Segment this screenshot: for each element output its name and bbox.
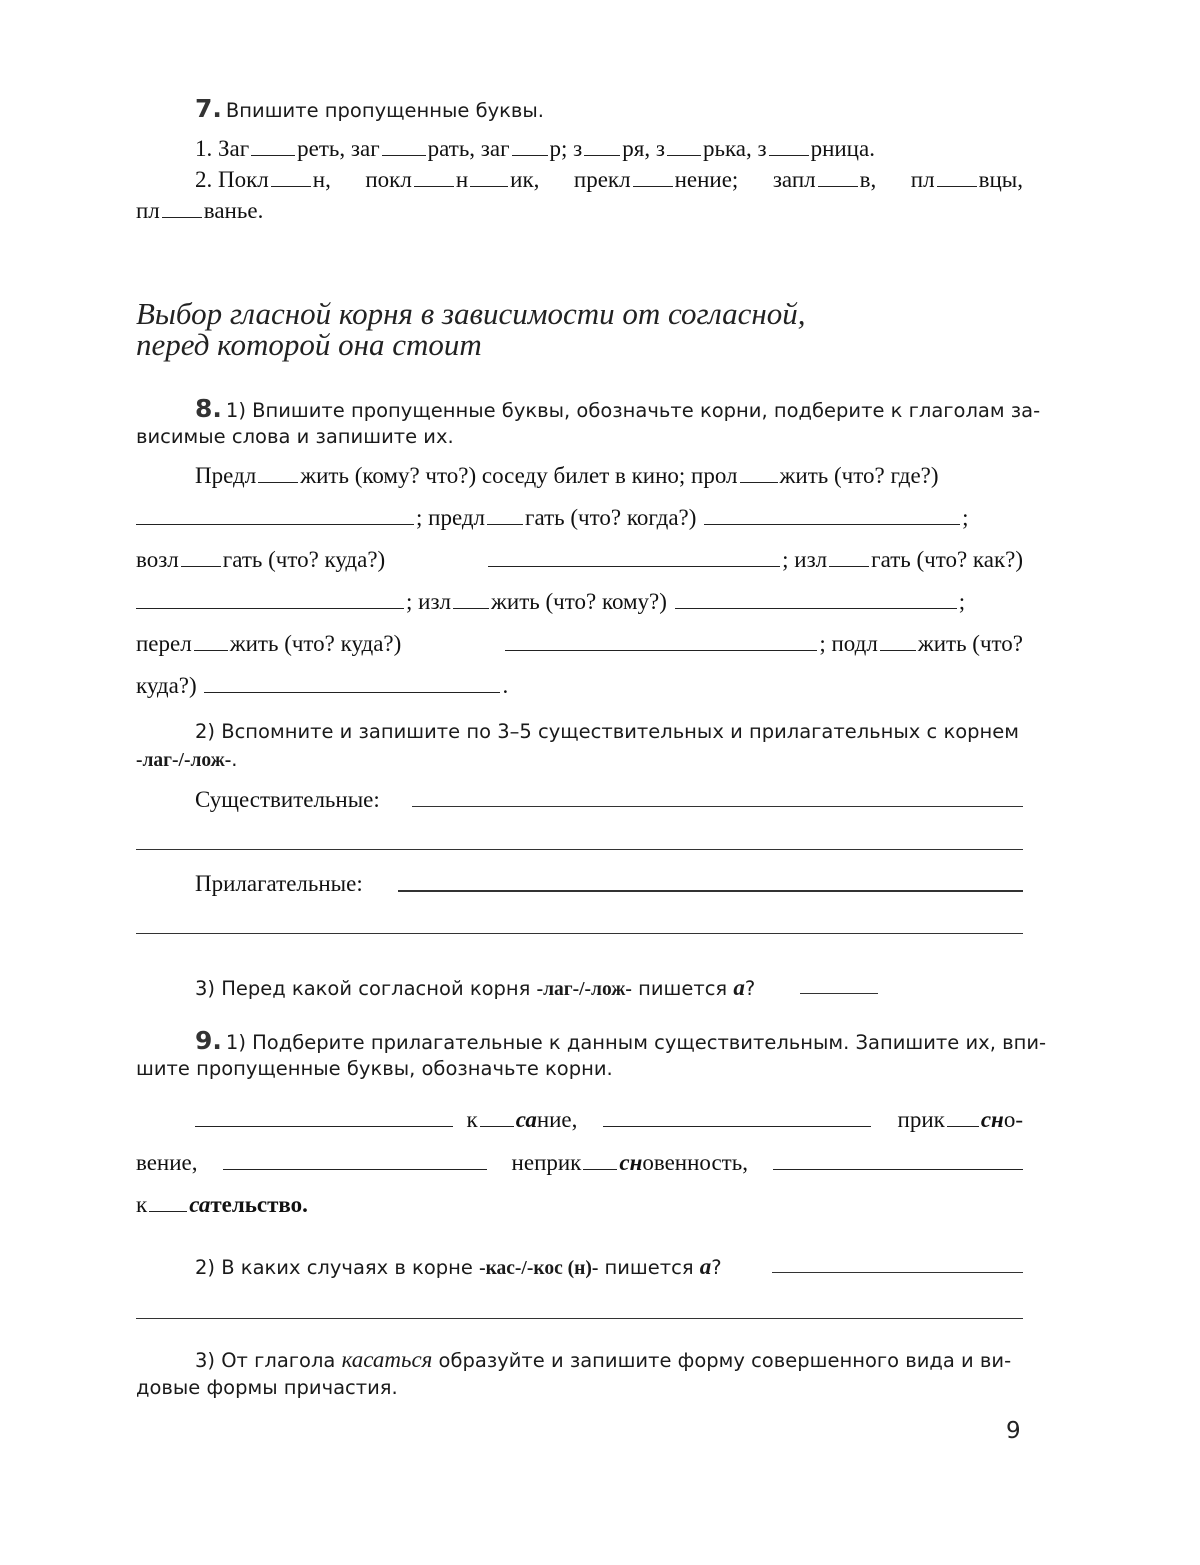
text-fragment: н, [312,167,331,192]
exercise-8-part-2-line-2 [136,746,238,774]
text-fragment: ; изл [406,589,452,614]
root-letters: сн [980,1107,1004,1132]
text-fragment: неприк [511,1150,582,1175]
letter-blank[interactable] [740,481,778,483]
letter-blank[interactable] [258,481,298,483]
text-fragment: гать (что? куда?) [222,547,386,572]
letter-blank[interactable] [453,607,489,609]
letter-blank[interactable] [818,185,858,187]
text-fragment: . [231,748,238,771]
text-fragment: прекл [573,167,631,192]
answer-line[interactable] [505,649,817,651]
letter-blank[interactable] [487,523,523,525]
exercise-7-line-1 [195,136,875,162]
letter-blank[interactable] [947,1125,979,1127]
letter-blank[interactable] [667,154,701,156]
exercise-9-row-1 [195,1107,1023,1133]
text-fragment: ние, [536,1107,578,1132]
text-fragment: вцы, [978,167,1023,192]
text-fragment: возл [136,547,179,572]
text-fragment: пишется [631,977,734,1000]
text-fragment: гать (что? когда?) [525,505,697,530]
text-fragment: ; предл [416,505,486,530]
exercise-9-row-3 [136,1192,308,1218]
text-fragment: рька, з [702,136,767,161]
answer-line[interactable] [195,1125,453,1127]
answer-line[interactable] [223,1168,487,1170]
exercise-8-part-3 [195,974,755,1003]
letter-blank[interactable] [251,154,295,156]
exercise-number: 9. [195,1026,222,1055]
letter-blank[interactable] [633,185,673,187]
root-term: -кас-/-кос (н)- [479,1258,599,1279]
exercise-9-row-2 [136,1150,1023,1176]
text-fragment: овенность, [642,1150,748,1175]
text-fragment: 1. Заг [195,136,250,161]
text-fragment: жить (что? [917,631,1023,656]
exercise-9-part-2 [195,1253,722,1282]
answer-line[interactable] [603,1125,871,1127]
section-heading-line-2: перед которой она стоит [136,327,482,362]
highlighted-letter: а [733,975,745,1000]
exercise-9-instruction-line-2: шите пропущенные буквы, обозначьте корни. [136,1057,613,1080]
answer-line-2[interactable] [136,1318,1023,1319]
answer-line[interactable] [675,607,957,609]
root-term: -лаг-/-лож- [536,979,632,1000]
text-fragment: в, [859,167,877,192]
letter-blank[interactable] [480,1125,514,1127]
adjectives-answer-line[interactable] [398,890,1023,892]
text-fragment: 3) От глагола [195,1349,342,1372]
text-fragment: ; изл [782,547,828,572]
exercise-7-line-2 [195,167,1023,193]
root-letter: с [189,1192,199,1217]
adjectives-label: Прилагательные: [195,871,363,896]
text-fragment: к [136,1192,148,1217]
exercise-8-row-6 [136,673,508,699]
text-fragment: ; [962,505,969,530]
text-fragment: . [502,673,509,698]
root-term: -лаг-/-лож- [136,750,232,771]
text-fragment: пл [910,167,935,192]
letter-blank[interactable] [194,649,228,651]
letter-blank[interactable] [382,154,426,156]
text-fragment: гать (что? как?) [871,547,1023,572]
letter-blank[interactable] [162,216,202,218]
answer-line[interactable] [772,1272,1023,1273]
exercise-9-part-3-line-1 [195,1346,1011,1374]
highlighted-letter: а [198,1192,211,1217]
exercise-7-header [195,94,544,124]
exercise-9-part-3-line-2: довые формы причастия. [136,1376,398,1399]
text-fragment: куда?) [136,673,197,698]
page-number: 9 [1006,1418,1021,1444]
text-fragment: пл [136,198,160,223]
text-fragment: ? [744,977,756,1000]
verb-term: касаться [341,1347,433,1372]
answer-line[interactable] [704,523,960,525]
letter-blank[interactable] [829,565,869,567]
text-fragment: 2) В каких случаях в корне [195,1256,480,1279]
letter-blank[interactable] [181,565,221,567]
text-fragment: 2. Покл [195,167,269,192]
letter-blank[interactable] [470,185,508,187]
highlighted-letter: а [525,1107,537,1132]
exercise-8-instruction-line-1 [195,394,1040,424]
text-fragment: тельство. [210,1192,308,1217]
answer-line[interactable] [773,1168,1023,1170]
letter-blank[interactable] [584,154,620,156]
letter-blank[interactable] [583,1168,617,1170]
text-fragment: перел [136,631,192,656]
adjectives-answer-line-2[interactable] [136,933,1023,934]
text-fragment: реть, заг [297,136,380,161]
text-fragment: нение; [674,167,739,192]
exercise-instruction: Впишите пропущенные буквы. [225,99,545,122]
text-fragment: ик, [510,167,540,192]
nouns-answer-line[interactable] [412,806,1023,807]
text-fragment: жить (кому? что?) соседу билет в кино; прол [300,463,738,488]
text-fragment: образуйте и запишите форму совершенного вида и ви- [432,1349,1012,1372]
letter-blank[interactable] [880,649,916,651]
exercise-number: 8. [195,394,222,423]
exercise-7-line-3 [136,198,263,224]
letter-blank[interactable] [149,1210,187,1212]
text-fragment: к [466,1107,478,1132]
text-fragment: 3) Перед какой согласной корня [195,977,537,1000]
letter-blank[interactable] [414,185,454,187]
exercise-instruction: 1) Подберите прилагательные к данным существительным. Запишите их, впи- [225,1031,1047,1054]
text-fragment: ? [711,1256,722,1279]
text-fragment: ря, з [622,136,665,161]
letter-blank[interactable] [769,154,809,156]
root-letters: сн [619,1150,643,1175]
text-fragment: ; [958,589,966,614]
answer-line[interactable] [204,691,500,693]
text-fragment: о- [1003,1107,1023,1132]
answer-line[interactable] [136,607,404,609]
text-fragment: прик [897,1107,945,1132]
text-fragment: запл [772,167,816,192]
exercise-8-row-2 [136,505,1023,531]
exercise-8-part-2-line-1: 2) Вспомните и запишите по 3–5 существительных и прилагательных с корнем [195,720,1020,743]
exercise-instruction: 1) Впишите пропущенные буквы, обозначьте корни, подберите к глаголам за- [225,399,1041,422]
exercise-9-instruction-line-1 [195,1026,1046,1056]
text-fragment: Предл [195,463,257,488]
text-fragment: покл [365,167,412,192]
text-fragment: н [455,167,469,192]
exercise-8-row-5 [136,631,1023,657]
answer-line[interactable] [800,993,878,994]
answer-line[interactable] [488,565,780,567]
answer-line[interactable] [136,523,414,525]
exercise-8-row-4 [136,589,1023,615]
exercise-number: 7. [195,94,222,123]
text-fragment: жить (что? где?) [779,463,939,488]
text-fragment: жить (что? куда?) [229,631,402,656]
exercise-8-instruction-line-2: висимые слова и запишите их. [136,425,454,448]
text-fragment: рница. [810,136,875,161]
highlighted-letter: а [699,1254,712,1279]
letter-blank[interactable] [271,185,311,187]
text-fragment: жить (что? кому?) [491,589,667,614]
section-heading-line-1: Выбор гласной корня в зависимости от согласной, [136,296,806,331]
exercise-8-row-1 [195,463,1023,489]
text-fragment: пишется [598,1256,700,1279]
nouns-label: Существительные: [195,787,380,812]
text-fragment: р; з [549,136,583,161]
text-fragment: рать, заг [427,136,510,161]
nouns-answer-line-2[interactable] [136,849,1023,850]
text-fragment: вение, [136,1150,198,1175]
text-fragment: ванье. [203,198,264,223]
letter-blank[interactable] [937,185,977,187]
root-letter: с [515,1107,526,1132]
letter-blank[interactable] [512,154,548,156]
text-fragment: ; подл [819,631,878,656]
exercise-8-row-3 [136,547,1023,573]
